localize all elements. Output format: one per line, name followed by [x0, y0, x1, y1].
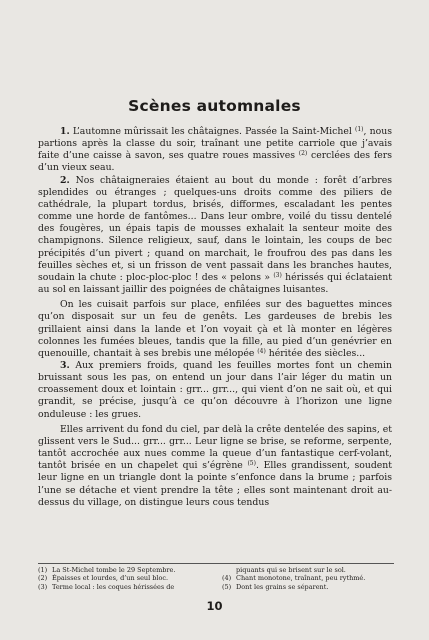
paragraph-3: On les cuisait parfois sur place, enfilées sur des baguettes minces qu’on disposait sur un feu de genêts. Les gardeuses de brebis les grillaient ainsi dans la lande et l’on voyait çà et là monter en légères colonnes les fumées bleues, tandis que la fille, au pied d’un genévrier en quenouille, chantait à ses brebis une mélopée $^{(4)}$ héritée des siècles... — [38, 299, 392, 359]
paragraph-1: 1. L’automne mûrissait les châtaignes. Passée la Saint-Michel $^{(1)}$, nous partions après la classe du soir, traînant une petite carriole que j’avais faite d’une caisse à savon, ses quatre roues massives $^{(2)}$ cerclées des fers d’un vieux seau. — [38, 126, 393, 174]
paragraph-5: Elles arrivent du fond du ciel, par delà la crête dentelée des sapins, et glissent vers le Sud... grr... grr... Leur ligne se brise, se reforme, serpente, tantôt accrochée aux nues comme la queue d’un fantastique cerf-volant, tantôt brisée en un chapelet qui s’égrène $^{(5)}$. Elles grandissent, soudent leur ligne en un triangle dont la pointe s’enfonce dans la brume ; parfois l’une se détache et vient prendre la tête ; elles sont maintenant droit au-dessus du village, on distingue leurs cous tendus — [38, 423, 393, 508]
footnote: (3) Terme local : les coques hérissées de — [38, 582, 175, 591]
paragraph-4: 3. Aux premiers froids, quand les feuilles mortes font un chemin bruissant sous les pas, on entend un jour dans l’air léger du matin un croassement doux et lointain : grr... grr..., qui vient d’on ne sait où, et qui grandit, se précise, jusqu’à ce qu’on découvre à l’horizon une ligne onduleuse : les grues. — [38, 359, 392, 420]
footnotes-right-column — [222, 566, 394, 591]
footnote: (2) Épaisses et lourdes, d’un seul bloc. — [38, 574, 169, 583]
chapter-title: Scènes automnales — [128, 97, 301, 115]
footnote-ref: (1) — [355, 126, 364, 133]
footnote-continuation: piquants qui se brisent sur le sol. — [236, 566, 346, 574]
footnote-ref: (4) — [257, 347, 266, 355]
footnotes — [38, 563, 394, 591]
footnote-ref: (5) — [247, 460, 256, 468]
footnotes-left-column — [38, 566, 210, 591]
footnote: (5) Dont les grains se séparent. — [222, 582, 329, 591]
page-number: 10 — [206, 599, 223, 613]
body-text — [38, 126, 392, 509]
footnote-ref: (3) — [273, 271, 282, 279]
paragraph-number: 3. — [60, 359, 70, 371]
paragraph-2: 2. Nos châtaigneraies étaient au bout du monde : forêt d’arbres splendides ou étranges ; quelques-uns droits comme des piliers de cathédrale, la plupart tordus, brisés, difformes, escaladant les pentes comme une horde de fantômes... Dans leur ombre, voilé du tissu dentelé des fougères, un épais tapis de mousses exhalait la senteur moite des champignons. Silence religieux, sauf, dans le lointain, les coups de bec précipités d’un pivert ; quand on marchait, le froufrou des pas dans les feuilles sèches et, si un frisson de vent passait dans les branches hautes, soudain la chute : ploc-ploc-ploc ! des « pelons » $^{(3)}$ hérissés qui éclataient au sol en laissant jaillir des poignées de châtaignes luisantes. — [38, 174, 392, 296]
footnote: (4) Chant monotone, traînant, peu rythmé. — [222, 574, 366, 583]
footnote: (1) La St-Michel tombe le 29 Septembre. — [38, 566, 176, 574]
paragraph-number: 2. — [60, 174, 70, 186]
footnote-ref: (2) — [298, 150, 308, 158]
paragraph-number: 1. — [60, 126, 70, 137]
